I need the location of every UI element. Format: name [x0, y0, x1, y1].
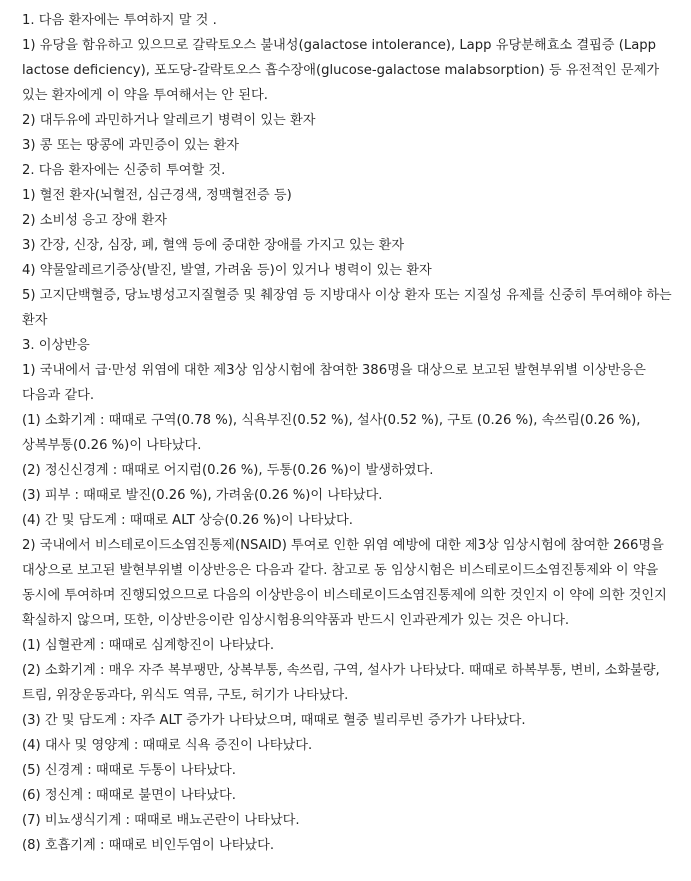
paragraph-adverse-2-8: (8) 호흡기계 : 때때로 비인두염이 나타났다. [22, 838, 275, 853]
paragraph-contraindication-2: 2) 대두유에 과민하거나 알레르기 병력이 있는 환자 [22, 113, 316, 128]
paragraph-adverse-1-2: (2) 정신신경계 : 때때로 어지럼(0.26 %), 두통(0.26 %)이 발생하였다. [22, 463, 434, 478]
paragraph-adverse-2: 2) 국내에서 비스테로이드소염진통제(NSAID) 투여로 인한 위염 예방에 대한 제3상 임상시험에 참여한 266명을 대상으로 보고된 발현부위별 이상반응은 다음과 같다. 참고로 동 임상시험은 비스테로이드소염진통제와 이 약을 동시에 투여하며 진행되었으므로 다음의 이상반응이 비스테로이드소염진통제에 의한 것인지 이 약에 의한 것인지 확실하지 않으며, 또한, 이상반응이란 임상시험용의약품과 반드시 인과관계가 있는 것은 아니다. [22, 538, 667, 628]
paragraph-adverse-1: 1) 국내에서 급·만성 위염에 대한 제3상 임상시험에 참여한 386명을 대상으로 보고된 발현부위별 이상반응은 다음과 같다. [22, 363, 646, 403]
paragraph-adverse-2-4: (4) 대사 및 영양계 : 때때로 식욕 증진이 나타났다. [22, 738, 313, 753]
paragraph-adverse-1-1: (1) 소화기계 : 때때로 구역(0.78 %), 식욕부진(0.52 %), 설사(0.52 %), 구토 (0.26 %), 속쓰림(0.26 %), 상복부통(0.26 %)이 나타났다. [22, 413, 641, 453]
paragraph-adverse-2-6: (6) 정신계 : 때때로 불면이 나타났다. [22, 788, 236, 803]
paragraph-adverse-2-1: (1) 심혈관계 : 때때로 심계항진이 나타났다. [22, 638, 275, 653]
paragraph-adverse-1-3: (3) 피부 : 때때로 발진(0.26 %), 가려움(0.26 %)이 나타났다. [22, 488, 383, 503]
paragraph-contraindication-1: 1) 유당을 함유하고 있으므로 갈락토오스 불내성(galactose intolerance), Lapp 유당분해효소 결핍증 (Lapp lactose deficiency), 포도당-갈락토오스 흡수장애(glucose-galactose malabsorption) 등 유전적인 문제가 있는 환자에게 이 약을 투여해서는 안 된다. [22, 38, 660, 103]
paragraph-caution-4: 4) 약물알레르기증상(발진, 발열, 가려움 등)이 있거나 병력이 있는 환자 [22, 263, 432, 278]
paragraph-caution-3: 3) 간장, 신장, 심장, 폐, 혈액 등에 중대한 장애를 가지고 있는 환자 [22, 238, 405, 253]
paragraph-caution-5: 5) 고지단백혈증, 당뇨병성고지질혈증 및 췌장염 등 지방대사 이상 환자 또는 지질성 유제를 신중히 투여해야 하는 환자 [22, 288, 672, 328]
paragraph-caution-2: 2) 소비성 응고 장애 환자 [22, 213, 167, 228]
paragraph-contraindication-3: 3) 콩 또는 땅콩에 과민증이 있는 환자 [22, 138, 240, 153]
section-heading-adverse-reactions: 3. 이상반응 [22, 338, 90, 353]
paragraph-adverse-2-5: (5) 신경계 : 때때로 두통이 나타났다. [22, 763, 236, 778]
section-heading-contraindications: 1. 다음 환자에는 투여하지 말 것 . [22, 13, 217, 28]
paragraph-adverse-2-2: (2) 소화기계 : 매우 자주 복부팽만, 상복부통, 속쓰림, 구역, 설사가 나타났다. 때때로 하복부통, 변비, 소화불량, 트림, 위장운동과다, 위식도 역류, 구토, 허기가 나타났다. [22, 663, 660, 703]
paragraph-caution-1: 1) 혈전 환자(뇌혈전, 심근경색, 정맥혈전증 등) [22, 188, 292, 203]
paragraph-adverse-2-3: (3) 간 및 담도계 : 자주 ALT 증가가 나타났으며, 때때로 혈중 빌리루빈 증가가 나타났다. [22, 713, 526, 728]
section-heading-caution: 2. 다음 환자에는 신중히 투여할 것. [22, 163, 226, 178]
paragraph-adverse-2-7: (7) 비뇨생식기계 : 때때로 배뇨곤란이 나타났다. [22, 813, 300, 828]
paragraph-adverse-1-4: (4) 간 및 담도계 : 때때로 ALT 상승(0.26 %)이 나타났다. [22, 513, 353, 528]
